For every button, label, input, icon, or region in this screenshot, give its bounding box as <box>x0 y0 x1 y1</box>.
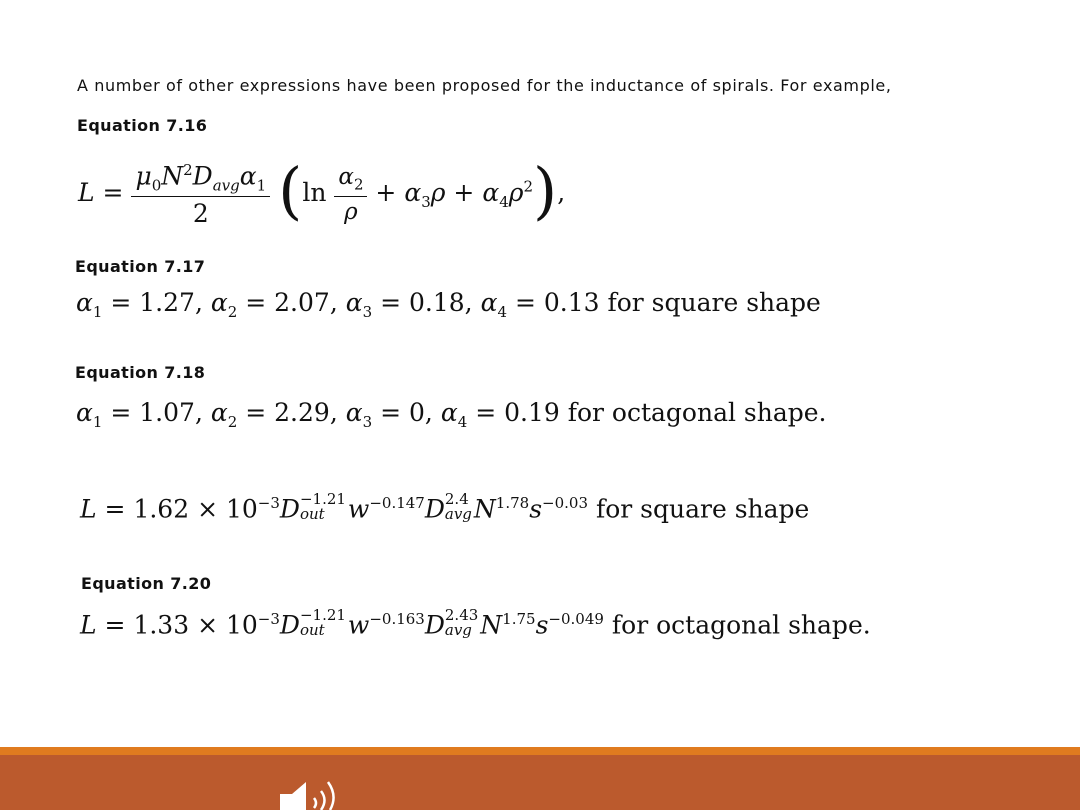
w-exponent: −0.163 <box>369 610 425 628</box>
shape-note: for octagonal shape. <box>611 610 871 640</box>
equation-7-20-label: Equation 7.20 <box>81 574 212 593</box>
dout-exponent: −1.21 <box>299 605 346 624</box>
n-exponent: 1.75 <box>502 610 536 628</box>
s-exponent: −0.03 <box>542 494 589 512</box>
alpha1-value: 1.07 <box>139 398 195 427</box>
n-exponent: 1.78 <box>495 494 530 512</box>
coefficient: 1.62 <box>133 494 190 524</box>
alpha2-value: 2.07 <box>274 288 330 317</box>
intro-text: A number of other expressions have been proposed for the inductance of spirals. For example, <box>77 76 892 95</box>
exp10: −3 <box>257 494 280 512</box>
alpha1-value: 1.27 <box>139 288 195 317</box>
equation-7-17: $\alpha_1 = 1.27$, $\alpha_2 = 2.07$, $\alpha_3 = 0.18$, $\alpha_4 = 0.13$ for square shape <box>76 288 821 321</box>
w-exponent: −0.147 <box>369 494 425 512</box>
shape-note: for square shape <box>607 288 821 317</box>
equation-7-17-label: Equation 7.17 <box>75 257 206 276</box>
alpha4-value: 0.19 <box>504 398 560 427</box>
footer-bar <box>0 755 1080 810</box>
exp10: −3 <box>257 610 280 628</box>
alpha3-value: 0.18 <box>409 288 465 317</box>
alpha3-value: 0 <box>409 398 425 427</box>
equation-7-20: $L = 1.33 \times 10^{-3}D$ −1.21 out $w^{-0.163}D$ 2.43 avg $N^{1.75}s^{-0.049}$ for octagonal shape. <box>80 605 871 640</box>
equation-7-16-label: Equation 7.16 <box>77 116 208 135</box>
shape-note: for octagonal shape. <box>567 398 827 427</box>
speaker-icon[interactable] <box>278 776 360 810</box>
equation-7-16: L = $\frac{\mu_0N^2D_{avg}\alpha_1}{2}$ (ln $\frac{\alpha_2}{\rho}$ + $\alpha_3\rho + \alpha_4\rho^2$), <box>78 154 566 229</box>
davg-exponent: 2.4 <box>444 489 469 508</box>
s-exponent: −0.049 <box>548 610 604 628</box>
dout-exponent: −1.21 <box>299 489 346 508</box>
alpha4-value: 0.13 <box>543 288 600 317</box>
shape-note: for square shape <box>595 494 810 524</box>
equation-7-18-label: Equation 7.18 <box>75 363 206 382</box>
coefficient: 1.33 <box>133 610 190 640</box>
equation-7-18: $\alpha_1 = 1.07$, $\alpha_2 = 2.29$, $\alpha_3 = 0$, $\alpha_4 = 0.19$ for octagonal shape. <box>76 398 827 431</box>
davg-exponent: 2.43 <box>444 605 479 624</box>
alpha2-value: 2.29 <box>274 398 330 427</box>
equation-7-19: $L = 1.62 \times 10^{-3}D$ −1.21 out $w^{-0.147}D$ 2.4 avg $N^{1.78}s^{-0.03}$ for square shape <box>80 489 810 524</box>
footer-accent-line <box>0 747 1080 755</box>
